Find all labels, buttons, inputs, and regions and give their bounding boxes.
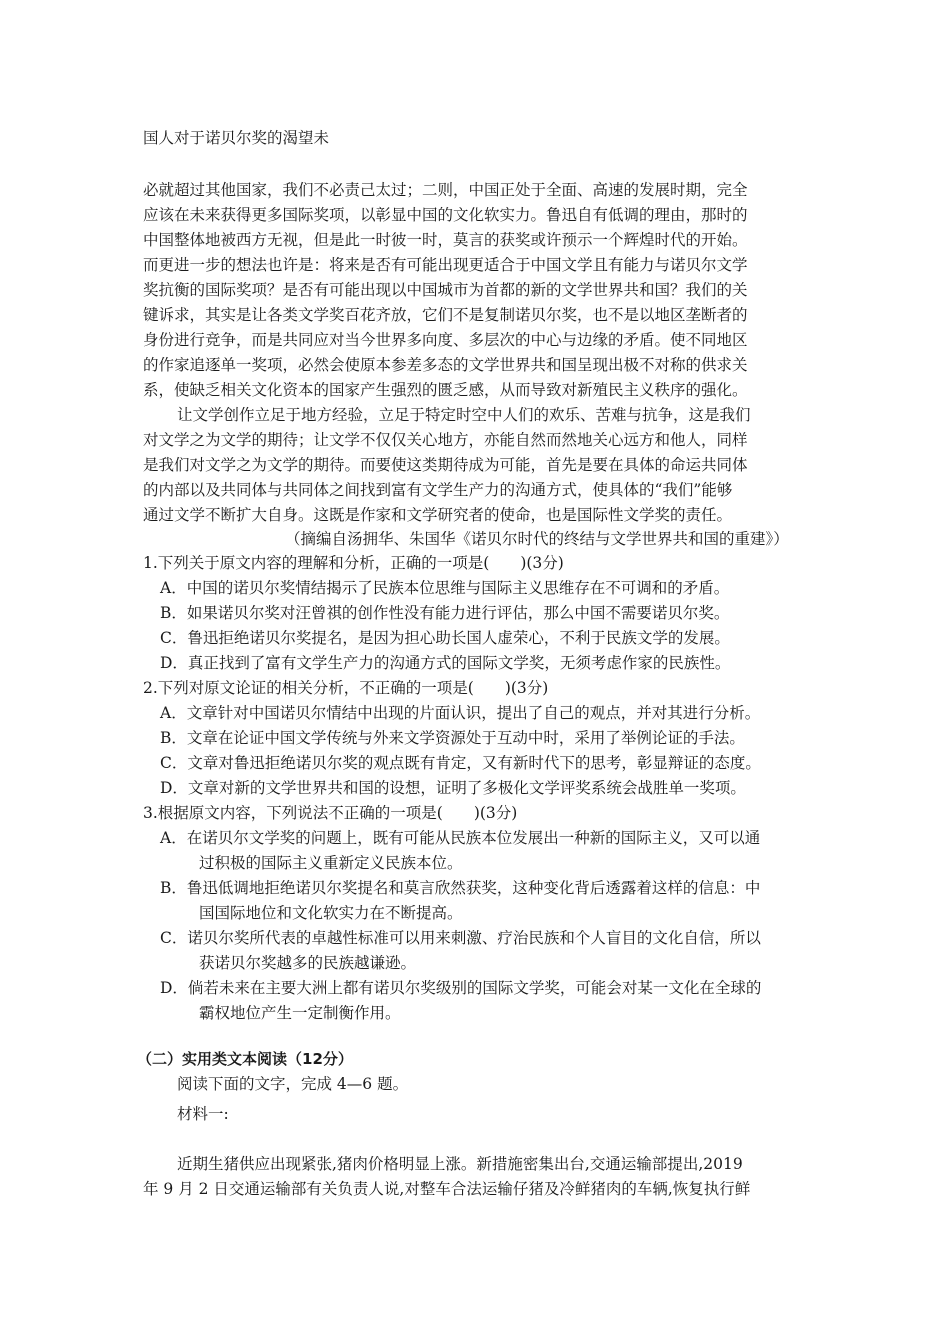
- passage-line: 对文学之为文学的期待；让文学不仅仅关心地方，亦能自然而然地关心远方和他人，同样: [143, 431, 748, 449]
- question-3-stem: 3.根据原文内容，下列说法不正确的一项是( )(3分): [143, 804, 518, 822]
- section-instruction: 阅读下面的文字，完成 4—6 题。: [177, 1075, 409, 1093]
- passage-line: 奖抗衡的国际奖项？是否有可能出现以中国城市为首都的新的文学世界共和国？我们的关: [143, 281, 748, 299]
- passage-line: 应该在未来获得更多国际奖项，以彰显中国的文化软实力。鲁迅自有低调的理由，那时的: [143, 206, 748, 224]
- passage-line: 的作家追逐单一奖项，必然会使原本参差多态的文学世界共和国呈现出极不对称的供求关: [143, 356, 748, 374]
- question-2-option-a: A．文章针对中国诺贝尔情结中出现的片面认识，提出了自己的观点，并对其进行分析。: [160, 704, 761, 722]
- question-3-option-c-cont: 获诺贝尔奖越多的民族越谦逊。: [199, 954, 417, 972]
- question-1-option-b: B．如果诺贝尔奖对汪曾祺的创作性没有能力进行评估，那么中国不需要诺贝尔奖。: [160, 604, 730, 622]
- passage-line: 中国整体地被西方无视，但是此一时彼一时，莫言的获奖或许预示一个辉煌时代的开始。: [143, 231, 748, 249]
- question-1-option-c: C．鲁迅拒绝诺贝尔奖提名，是因为担心助长国人虚荣心，不利于民族文学的发展。: [160, 629, 730, 647]
- question-2-stem: 2.下列对原文论证的相关分析，不正确的一项是( )(3分): [143, 679, 549, 697]
- passage-line: 系，使缺乏相关文化资本的国家产生强烈的匮乏感，从而导致对新殖民主义秩序的强化。: [143, 381, 748, 399]
- section-heading: （二）实用类文本阅读（12分）: [137, 1050, 353, 1068]
- question-3-option-a-cont: 过积极的国际主义重新定义民族本位。: [199, 854, 463, 872]
- passage-line: 让文学创作立足于地方经验，立足于特定时空中人们的欢乐、苦难与抗争，这是我们: [177, 406, 751, 424]
- question-2-option-c: C．文章对鲁迅拒绝诺贝尔奖的观点既有肯定，又有新时代下的思考，彰显辩证的态度。: [160, 754, 761, 772]
- question-2-option-d: D．文章对新的文学世界共和国的设想，证明了多极化文学评奖系统会战胜单一奖项。: [160, 779, 746, 797]
- passage-line: 必就超过其他国家，我们不必责己太过；二则，中国正处于全面、高速的发展时期，完全: [143, 181, 748, 199]
- question-1-option-d: D．真正找到了富有文学生产力的沟通方式的国际文学奖，无须考虑作家的民族性。: [160, 654, 731, 672]
- passage-line: 的内部以及共同体与共同体之间找到富有文学生产力的沟通方式，使具体的“我们”能够: [143, 481, 733, 499]
- top-fragment: 国人对于诺贝尔奖的渴望未: [143, 129, 330, 147]
- passage-line: 键诉求，其实是让各类文学奖百花齐放，它们不是复制诺贝尔奖，也不是以地区垄断者的: [143, 306, 748, 324]
- question-1-stem: 1.下列关于原文内容的理解和分析，正确的一项是( )(3分): [143, 554, 564, 572]
- question-2-option-b: B．文章在论证中国文学传统与外来文学资源处于互动中时，采用了举例论证的手法。: [160, 729, 745, 747]
- question-3-option-b: B．鲁迅低调地拒绝诺贝尔奖提名和莫言欣然获奖，这种变化背后透露着这样的信息：中: [160, 879, 761, 897]
- passage-line: 是我们对文学之为文学的期待。而要使这类期待成为可能，首先是要在具体的命运共同体: [143, 456, 748, 474]
- source-citation: （摘编自汤拥华、朱国华《诺贝尔时代的终结与文学世界共和国的重建》）: [285, 530, 789, 548]
- question-3-option-d: D．倘若未来在主要大洲上都有诺贝尔奖级别的国际文学奖，可能会对某一文化在全球的: [160, 979, 762, 997]
- question-3-option-b-cont: 国国际地位和文化软实力在不断提高。: [199, 904, 463, 922]
- material-label: 材料一:: [177, 1105, 229, 1123]
- question-3-option-d-cont: 霸权地位产生一定制衡作用。: [199, 1004, 401, 1022]
- question-3-option-a: A．在诺贝尔文学奖的问题上，既有可能从民族本位发展出一种新的国际主义，又可以通: [160, 829, 761, 847]
- passage-line: 而更进一步的想法也许是：将来是否有可能出现更适合于中国文学且有能力与诺贝尔文学: [143, 256, 748, 274]
- passage-line: 身份进行竞争，而是共同应对当今世界多向度、多层次的中心与边缘的矛盾。使不同地区: [143, 331, 748, 349]
- question-3-option-c: C．诺贝尔奖所代表的卓越性标准可以用来刺激、疗治民族和个人盲目的文化自信，所以: [160, 929, 761, 947]
- question-1-option-a: A．中国的诺贝尔奖情结揭示了民族本位思维与国际主义思维存在不可调和的矛盾。: [160, 579, 730, 597]
- passage-line: 通过文学不断扩大自身。这既是作家和文学研究者的使命，也是国际性文学奖的责任。: [143, 506, 733, 524]
- material-line: 近期生猪供应出现紧张,猪肉价格明显上涨。新措施密集出台,交通运输部提出,2019: [177, 1155, 743, 1173]
- material-line: 年 9 月 2 日交通运输部有关负责人说,对整车合法运输仔猪及冷鲜猪肉的车辆,恢复执行鲜: [143, 1180, 751, 1198]
